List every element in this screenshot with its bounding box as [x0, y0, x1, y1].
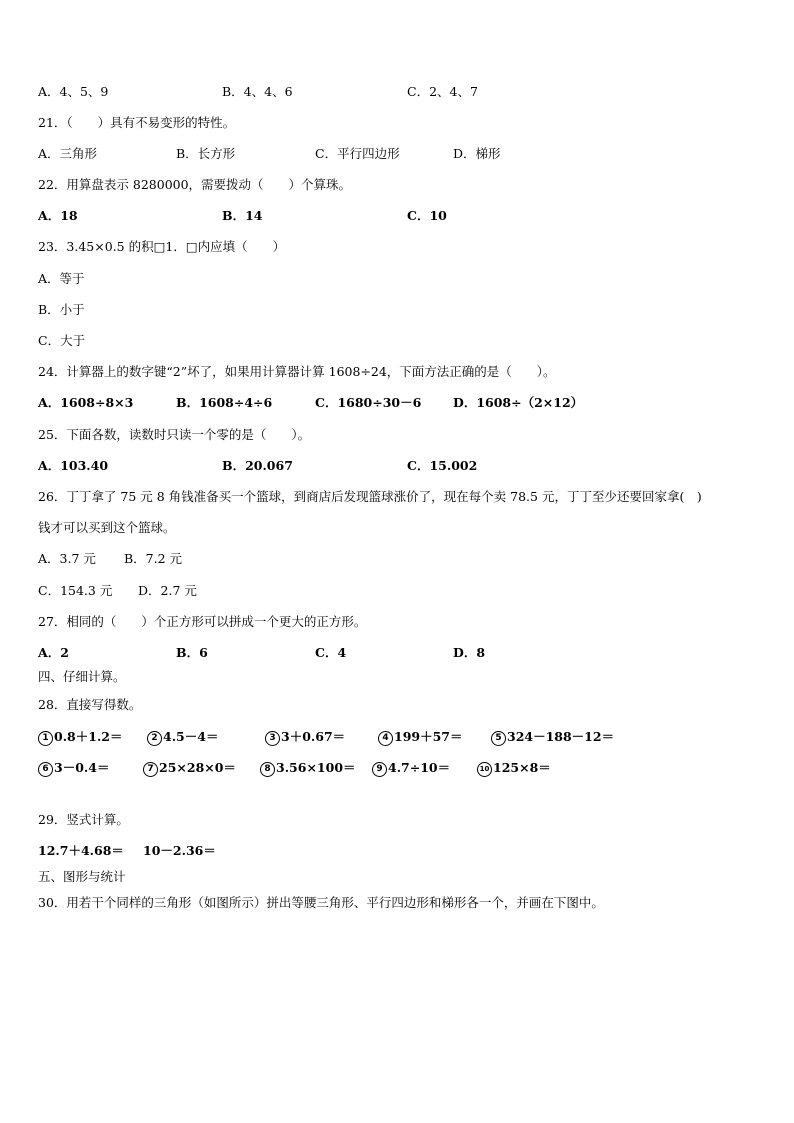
- q24-option-c: C．1680÷30－6: [315, 395, 422, 410]
- q28-item-8-number: 8: [260, 762, 275, 777]
- section-4-heading: 四、仔细计算。: [38, 669, 126, 684]
- q28-item-4: [378, 729, 463, 746]
- q27-option-a: A．2: [38, 645, 69, 660]
- q24-option-b: B．1608÷4÷6: [176, 395, 273, 410]
- q21-option-c: C．平行四边形: [315, 146, 400, 161]
- q28-item-5-number: 5: [491, 731, 506, 746]
- q26-option-d: D．2.7 元: [138, 583, 197, 598]
- q25-option-b: B．20.067: [222, 458, 293, 473]
- q25-option-c: C．15.002: [407, 458, 478, 473]
- q30-stem: 30．用若干个同样的三角形（如图所示）拼出等腰三角形、平行四边形和梯形各一个，并画在下图中。: [38, 895, 604, 910]
- q22-option-a: A．18: [38, 208, 78, 223]
- q29-stem: 29．竖式计算。: [38, 812, 129, 827]
- q28-item-9-number: 9: [372, 762, 387, 777]
- q26-option-a: A．3.7 元: [38, 551, 96, 566]
- q26-option-c: C．154.3 元: [38, 583, 113, 598]
- q24-option-a: A．1608÷8×3: [38, 395, 134, 410]
- q28-item-6: [38, 760, 109, 777]
- q27-option-b: B．6: [176, 645, 208, 660]
- q22-option-b: B．14: [222, 208, 263, 223]
- q28-item-10: [477, 760, 551, 777]
- q23-option-a: A．等于: [38, 271, 85, 286]
- q28-item-6-expr: 3－0.4＝: [54, 760, 110, 775]
- q21-option-d: D．梯形: [453, 146, 501, 161]
- q28-item-10-number: 10: [477, 762, 492, 777]
- q28-item-9-expr: 4.7÷10＝: [388, 760, 451, 775]
- q28-item-1-expr: 0.8＋1.2＝: [54, 729, 123, 744]
- q23-stem: 23．3.45×0.5 的积□1．□内应填（ ）: [38, 239, 286, 254]
- q28-item-2-expr: 4.5－4＝: [163, 729, 219, 744]
- q28-item-10-expr: 125×8＝: [493, 760, 551, 775]
- q27-stem: 27．相同的（ ）个正方形可以拼成一个更大的正方形。: [38, 614, 367, 629]
- q28-item-7-number: 7: [143, 762, 158, 777]
- q26-stem-line2: 钱才可以买到这个篮球。: [38, 520, 176, 535]
- q28-item-8: [260, 760, 356, 777]
- q28-item-7: [143, 760, 236, 777]
- q25-stem: 25．下面各数，读数时只读一个零的是（ ）。: [38, 427, 311, 442]
- q21-option-a: A．三角形: [38, 146, 98, 161]
- q28-item-7-expr: 25×28×0＝: [159, 760, 236, 775]
- q28-stem: 28．直接写得数。: [38, 697, 142, 712]
- q23-option-b: B．小于: [38, 302, 85, 317]
- q26-option-b: B．7.2 元: [124, 551, 183, 566]
- q23-option-c: C．大于: [38, 333, 86, 348]
- q28-item-8-expr: 3.56×100＝: [276, 760, 356, 775]
- q26-stem-line1: 26．丁丁拿了 75 元 8 角钱准备买一个篮球，到商店后发现篮球涨价了，现在每个卖 78.5 元，丁丁至少还要回家拿( ): [38, 489, 702, 504]
- q28-item-1: [38, 729, 123, 746]
- q28-item-3: [265, 729, 345, 746]
- q29-item-1: 12.7＋4.68＝: [38, 843, 124, 858]
- q28-item-2-number: 2: [147, 731, 162, 746]
- q29-item-2: 10－2.36＝: [143, 843, 216, 858]
- q27-option-d: D．8: [453, 645, 486, 660]
- q28-item-3-expr: 3＋0.67＝: [281, 729, 346, 744]
- q27-option-c: C．4: [315, 645, 347, 660]
- q28-item-4-number: 4: [378, 731, 393, 746]
- q28-item-9: [372, 760, 450, 777]
- section-5-heading: 五、图形与统计: [38, 869, 126, 884]
- q24-stem: 24．计算器上的数字键“2”坏了，如果用计算器计算 1608÷24，下面方法正确的是（ ）。: [38, 364, 556, 379]
- q28-item-1-number: 1: [38, 731, 53, 746]
- q21-option-b: B．长方形: [176, 146, 236, 161]
- q20-option-c: C．2、4、7: [407, 84, 478, 99]
- q28-item-4-expr: 199＋57＝: [394, 729, 463, 744]
- q24-option-d: D．1608÷（2×12）: [453, 395, 584, 410]
- q28-item-5-expr: 324－188－12＝: [507, 729, 615, 744]
- q28-item-5: [491, 729, 614, 746]
- q28-item-3-number: 3: [265, 731, 280, 746]
- q22-stem: 22．用算盘表示 8280000，需要拨动（ ）个算珠。: [38, 177, 352, 192]
- q22-option-c: C．10: [407, 208, 447, 223]
- q21-stem: 21．（ ）具有不易变形的特性。: [38, 115, 236, 130]
- q28-item-6-number: 6: [38, 762, 53, 777]
- q20-option-a: A．4、5、9: [38, 84, 109, 99]
- q20-option-b: B．4、4、6: [222, 84, 293, 99]
- q28-item-2: [147, 729, 218, 746]
- q25-option-a: A．103.40: [38, 458, 109, 473]
